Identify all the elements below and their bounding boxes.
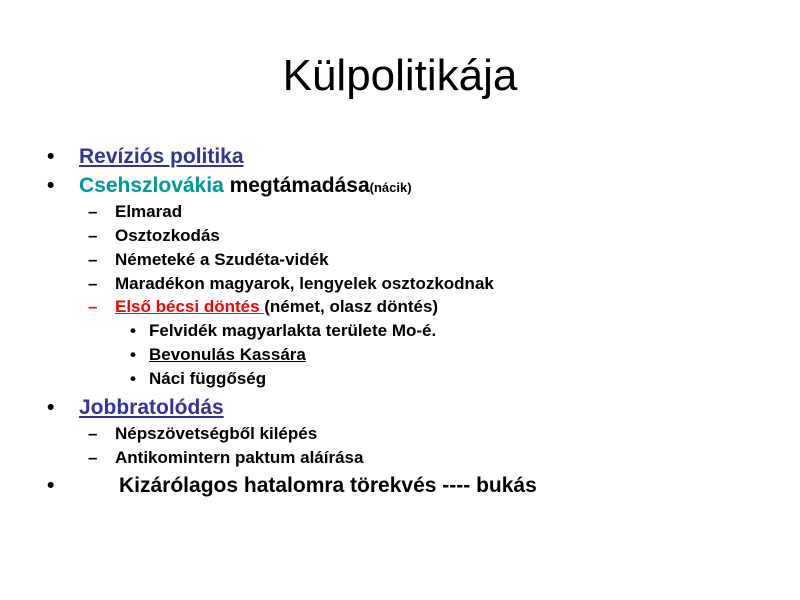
item-csehszlovakia bbox=[79, 173, 412, 201]
item-nemeteke: Németeké a Szudéta-vidék bbox=[115, 250, 329, 269]
bullet-level1: • bbox=[47, 145, 55, 168]
dash-level2: – bbox=[88, 250, 98, 269]
link-revizios-politika[interactable]: Revíziós politika bbox=[79, 145, 244, 168]
item-elso-becsi-dontes bbox=[115, 296, 438, 318]
item-nepszovetseg: Népszövetségből kilépés bbox=[115, 424, 318, 443]
item-elmarad: Elmarad bbox=[115, 202, 183, 221]
link-bevonulas-kassara[interactable]: Bevonulás Kassára bbox=[149, 345, 306, 364]
link-elso-becsi-dontes[interactable]: Első bécsi döntés bbox=[115, 297, 265, 316]
link-jobbratolodas[interactable]: Jobbratolódás bbox=[79, 396, 224, 419]
item-kizarolagos: Kizárólagos hatalomra törekvés ---- bukás bbox=[119, 474, 537, 497]
item-naci-fuggoseg: Náci függőség bbox=[149, 369, 267, 388]
bullet-level1: • bbox=[47, 396, 55, 419]
slide-title: Külpolitikája bbox=[282, 51, 518, 100]
dash-level2: – bbox=[88, 424, 98, 443]
bullet-level3: • bbox=[130, 369, 136, 388]
item-csehszlovakia-name: Csehszlovákia bbox=[79, 174, 224, 197]
item-csehszlovakia-note: (nácik) bbox=[369, 180, 412, 195]
item-csehszlovakia-text: megtámadása bbox=[223, 174, 370, 197]
dash-level2: – bbox=[88, 202, 98, 221]
bullet-level3: • bbox=[130, 345, 136, 364]
dash-level2: – bbox=[88, 448, 98, 467]
bullet-level3: • bbox=[130, 321, 136, 340]
dash-level2-red: – bbox=[88, 297, 98, 316]
item-osztozkodas: Osztozkodás bbox=[115, 226, 220, 245]
dash-level2: – bbox=[88, 274, 98, 293]
item-antikomintern: Antikomintern paktum aláírása bbox=[115, 448, 364, 467]
bullet-level1: • bbox=[47, 174, 55, 197]
item-felvidek: Felvidék magyarlakta területe Mo-é. bbox=[149, 321, 437, 340]
item-elso-becsi-note: (német, olasz döntés) bbox=[264, 297, 439, 316]
dash-level2: – bbox=[88, 226, 98, 245]
item-maradekon: Maradékon magyarok, lengyelek osztozkodnak bbox=[115, 274, 494, 293]
bullet-level1: • bbox=[47, 474, 55, 497]
